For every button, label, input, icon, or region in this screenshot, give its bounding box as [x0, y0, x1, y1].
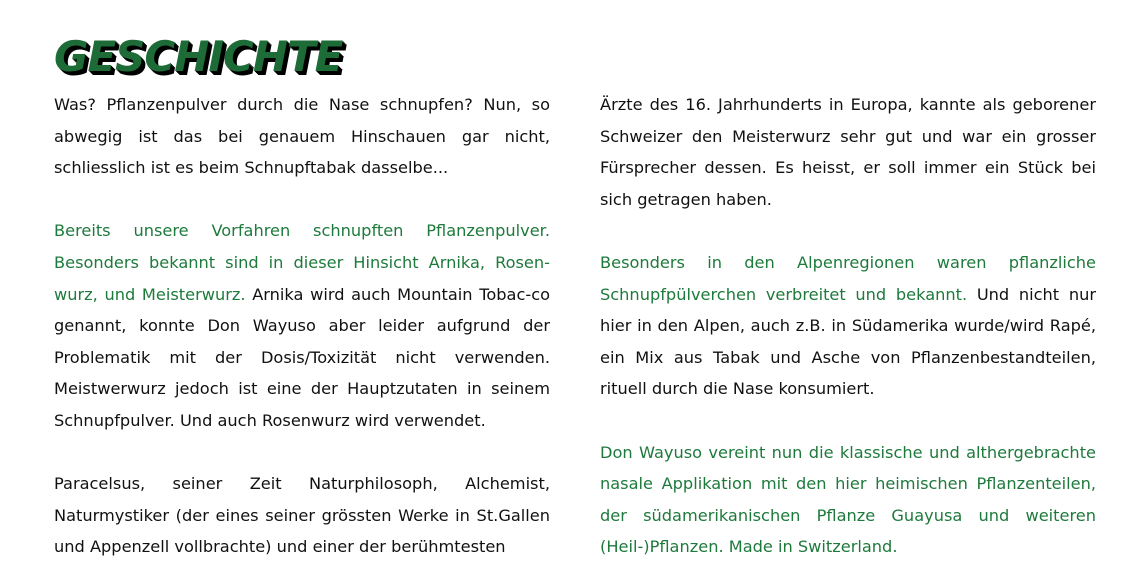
right-column	[600, 89, 1096, 563]
left-column	[54, 89, 550, 563]
body-text: Arnika wird auch Mountain Tobac-co genannt, konnte Don Wayuso aber leider aufgrund der Problematik mit der Dosis/Toxizität nicht verwenden. Meistwerwurz jedoch ist eine der Hauptzutaten in seinem Schnupfpulver. Und auch Rosenwurz wird verwendet.	[54, 284, 550, 430]
paragraph-paracelsus: Paracelsus, seiner Zeit Naturphilosoph, Alchemist, Naturmystiker (der eines seiner grössten Werke in St.Gallen und Appenzell vollbrachte) und einer der berühmtesten	[54, 474, 550, 557]
paragraph-intro: Was? Pflanzenpulver durch die Nase schnupfen? Nun, so abwegig ist das bei genauem Hinschauen gar nicht, schliesslich ist es beim Schnupftabak dasselbe...	[54, 95, 550, 178]
paragraph-physicians: Ärzte des 16. Jahrhunderts in Europa, kannte als geborener Schweizer den Meisterwurz sehr gut und war ein grosser Fürsprecher dessen. Es heisst, er soll immer ein Stück bei sich getragen haben.	[600, 95, 1096, 209]
paragraph-don-wayuso: Don Wayuso vereint nun die klassische und althergebrachte nasale Applikation mit den hier heimischen Pflanzenteilen, der südamerikanischen Pflanze Guayusa und weiteren (Heil-)Pflanzen. Made in Switzerland.	[600, 442, 1096, 557]
page-title: GESCHICHTE	[54, 32, 343, 81]
body-text: Und nicht nur hier in den Alpen, auch z.B. in Südamerika wurde/wird Rapé, ein Mix aus Tabak und Asche von Pflanzenbestandteilen, rituell durch die Nase konsumiert.	[600, 284, 1096, 399]
highlight-text: Bereits unsere Vorfahren schnupften Pflanzenpulver. Besonders bekannt sind in dieser Hinsicht Arnika, Rosen-wurz, und Meisterwurz.	[54, 221, 550, 304]
highlight-text: Besonders in den Alpenregionen waren pflanzliche Schnupfpülverchen verbreitet und bekannt.	[600, 252, 1096, 304]
paragraph-alpine-regions	[600, 247, 1096, 405]
paragraph-ancestors	[54, 215, 550, 436]
